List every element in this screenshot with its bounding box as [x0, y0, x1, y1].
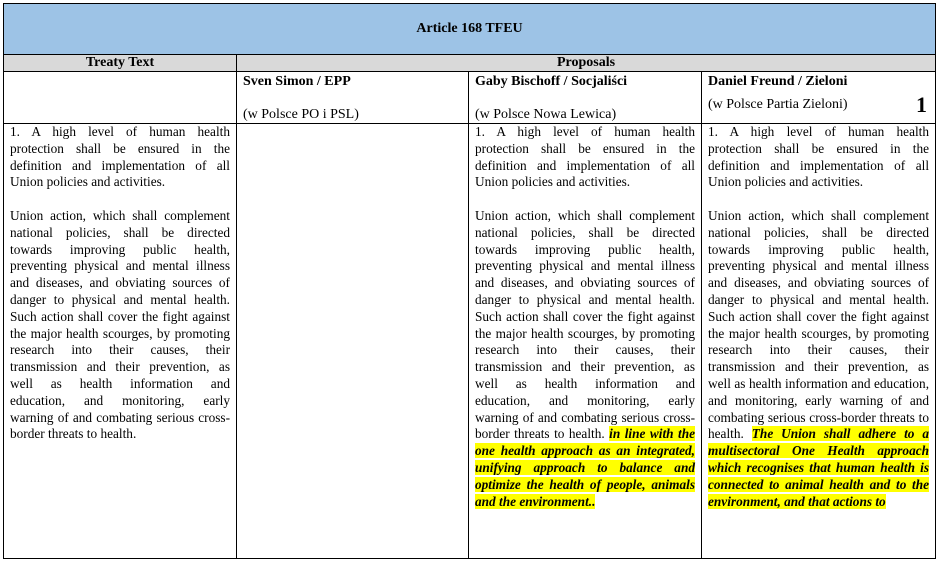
treaty-paragraph-1: 1. A high level of human health protection shall be ensured in the definition and implementation of all Union policies and activities. [10, 124, 230, 190]
bischoff-base-text: Union action, which shall complement national policies, shall be directed towards improving public health, preventing physical and mental illness and diseases, and obviating sources of danger to physical and mental health. Such action shall cover the fight against the major health scourges, by promoting research into their causes, their transmission and their prevention, as well as health information and education, and monitoring, early warning of and combating serious cross-border threats to health. [475, 207, 695, 442]
treaty-text-cell [4, 124, 237, 559]
bischoff-paragraph-2 [475, 208, 695, 510]
empty-name-cell [4, 72, 237, 124]
article-title: Article 168 TFEU [4, 4, 936, 55]
proposer-party: (w Polsce PO i PSL) [243, 107, 359, 122]
proposer-party: (w Polsce Nowa Lewica) [475, 107, 617, 122]
bischoff-highlighted-addition: in line with the one health approach as an integrated, unifying approach to balance and optimize the health of people, animals and the environment.. [475, 426, 695, 509]
freund-highlighted-addition: The Union shall adhere to a multisectoral One Health approach which recognises that human health is connected to animal health and to the environment, and that actions to [708, 426, 930, 509]
proposer-simon [237, 72, 469, 124]
proposer-freund [702, 72, 936, 124]
bischoff-proposal-cell [469, 124, 702, 559]
treaty-paragraph-2: Union action, which shall complement national policies, shall be directed towards improving public health, preventing physical and mental illness and diseases, and obviating sources of danger to physical and mental health. Such action shall cover the fight against the major health scourges, by promoting research into their causes, their transmission and their prevention, as well as health information and education, and monitoring, early warning of and combating serious cross-border threats to health. [10, 207, 230, 442]
proposer-party: (w Polsce Partia Zieloni) [708, 97, 848, 112]
freund-paragraph-1: 1. A high level of human health protection shall be ensured in the definition and implementation of all Union policies and activities. [708, 124, 930, 190]
page-number: 1 [916, 92, 928, 117]
bischoff-paragraph-1: 1. A high level of human health protection shall be ensured in the definition and implementation of all Union policies and activities. [475, 124, 695, 190]
freund-base-text: Union action, which shall complement national policies, shall be directed towards improving public health, preventing physical and mental illness and diseases, and obviating sources of danger to physical and mental health. Such action shall cover the fight against the major health scourges, by promoting research into their causes, their transmission and their prevention, as well as health information and education, and monitoring, early warning of and combating serious cross-border threats to health. [708, 207, 930, 442]
freund-paragraph-2 [708, 208, 929, 510]
freund-proposal-cell [702, 124, 936, 559]
proposer-name: Gaby Bischoff / Socjaliści [475, 74, 628, 89]
proposer-bischoff [469, 72, 702, 124]
treaty-text-header: Treaty Text [4, 55, 237, 72]
proposals-header: Proposals [237, 55, 936, 72]
comparison-table [3, 3, 936, 559]
simon-proposal-cell [237, 124, 469, 559]
proposer-name: Daniel Freund / Zieloni [708, 74, 848, 89]
proposer-name: Sven Simon / EPP [243, 74, 351, 89]
